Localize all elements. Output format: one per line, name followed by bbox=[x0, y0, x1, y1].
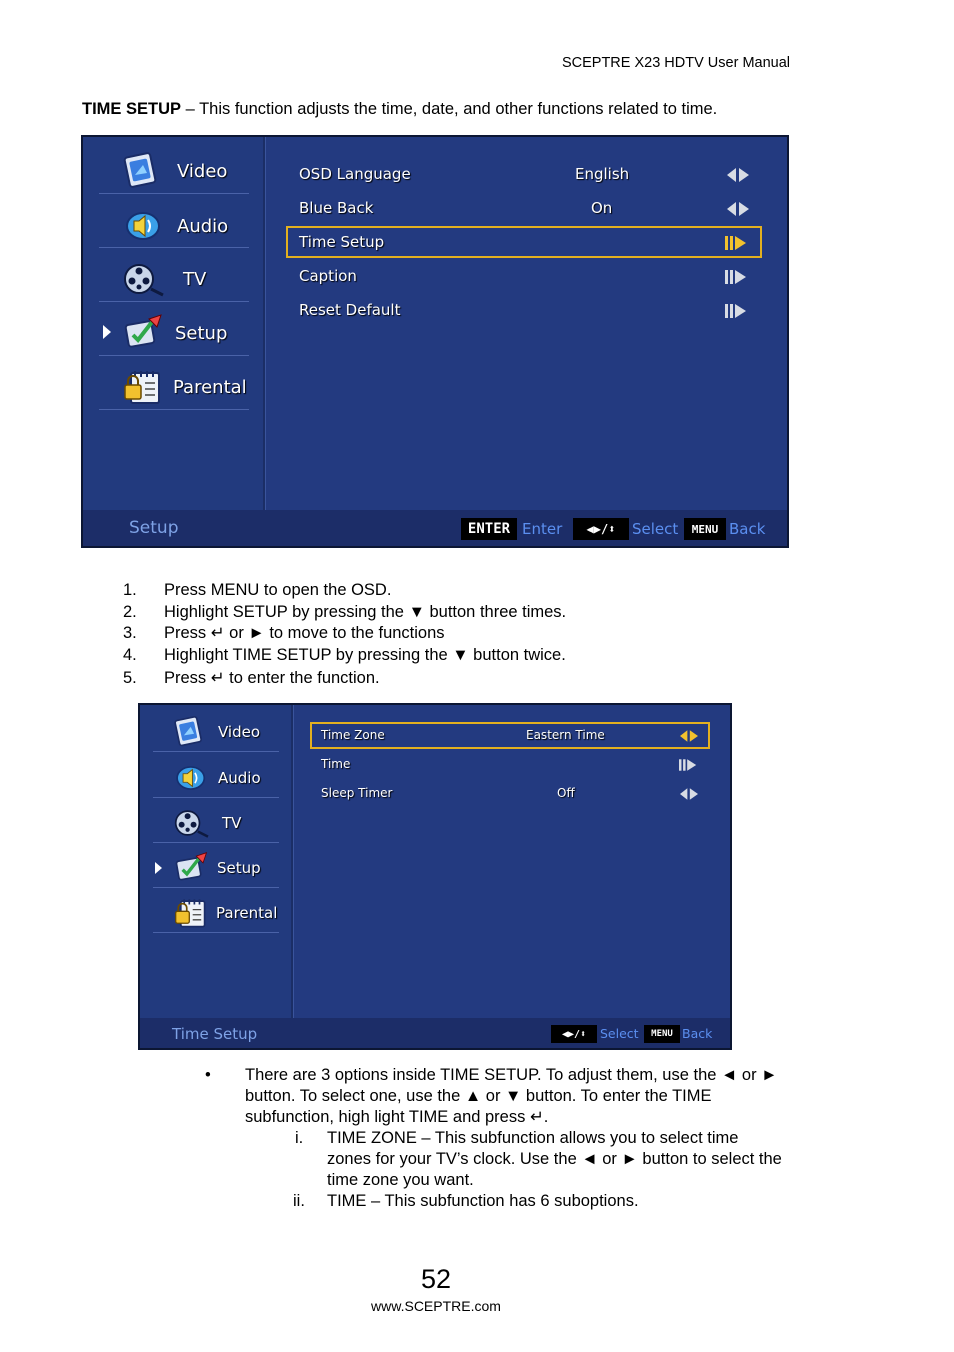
nav-item-label: Setup bbox=[217, 859, 261, 877]
row-value: Eastern Time bbox=[526, 728, 605, 742]
menu-key-label: Back bbox=[729, 520, 766, 538]
list-item: • There are 3 options inside TIME SETUP. To adjust them, use the ◄ or ► button. To select one, use the ▲ or ▼ button. To enter the TIME subfunction, high light TIME and press ↵. bbox=[205, 1066, 778, 1126]
left-right-arrows-icon bbox=[680, 788, 698, 800]
nav-item-label: TV bbox=[222, 814, 242, 832]
selected-arrow-icon bbox=[103, 325, 111, 339]
nav-item-label: Parental bbox=[173, 376, 247, 398]
nav-item-video[interactable] bbox=[121, 149, 227, 193]
nav-item-setup[interactable] bbox=[123, 311, 227, 355]
steps-list bbox=[123, 580, 566, 690]
select-key-label: Select bbox=[600, 1026, 639, 1041]
menu-key: MENU bbox=[684, 518, 726, 540]
sub-list-item: ii. TIME – This subfunction has 6 suboptions. bbox=[293, 1192, 639, 1210]
nav-item-label: Audio bbox=[218, 769, 261, 787]
menu-row-time-zone[interactable] bbox=[321, 728, 701, 744]
manual-title: SCEPTRE X23 HDTV User Manual bbox=[561, 55, 790, 71]
row-label: Sleep Timer bbox=[321, 786, 393, 800]
menu-row-osd-language[interactable] bbox=[299, 165, 759, 185]
menu-row-reset-default[interactable] bbox=[299, 301, 759, 321]
select-key: ◀▶/⬍ bbox=[573, 518, 629, 540]
nav-item-label: Video bbox=[218, 723, 261, 741]
list-item: 2. Highlight SETUP by pressing the ▼ button three times. bbox=[123, 602, 567, 621]
nav-item-parental[interactable] bbox=[174, 894, 277, 932]
list-item: 1. Press MENU to open the OSD. bbox=[123, 581, 392, 599]
footer-title: Time Setup bbox=[172, 1025, 258, 1043]
enter-arrow-icon bbox=[725, 270, 747, 284]
parental-lock-icon bbox=[174, 896, 208, 930]
menu-row-caption[interactable] bbox=[299, 267, 759, 287]
nav-item-audio[interactable] bbox=[172, 759, 261, 797]
row-label: Blue Back bbox=[299, 199, 374, 217]
left-right-arrows-icon bbox=[680, 730, 698, 742]
intro-label: TIME SETUP bbox=[82, 100, 182, 118]
enter-arrow-icon bbox=[679, 759, 697, 771]
video-icon bbox=[172, 715, 206, 749]
row-label: Reset Default bbox=[299, 301, 401, 319]
enter-arrow-icon bbox=[725, 236, 747, 250]
osd-screenshot-time-setup bbox=[138, 703, 732, 1050]
row-value: English bbox=[575, 165, 630, 183]
nav-item-setup[interactable] bbox=[174, 849, 261, 887]
audio-icon bbox=[172, 761, 206, 795]
audio-icon bbox=[121, 206, 161, 246]
left-right-arrows-icon bbox=[727, 168, 749, 182]
setup-icon bbox=[123, 313, 165, 353]
left-right-arrows-icon bbox=[727, 202, 749, 216]
nav-item-label: Audio bbox=[177, 215, 229, 237]
enter-key-label: Enter bbox=[522, 520, 563, 538]
row-value: On bbox=[591, 199, 613, 217]
nav-item-audio[interactable] bbox=[121, 204, 228, 248]
nav-item-label: Parental bbox=[216, 904, 278, 922]
nav-item-label: Setup bbox=[175, 322, 228, 344]
menu-row-blue-back[interactable] bbox=[299, 199, 759, 219]
row-label: Time Zone bbox=[321, 728, 385, 742]
tv-reel-icon bbox=[121, 259, 165, 299]
intro-text: – This function adjusts the time, date, and other functions related to time. bbox=[181, 100, 718, 118]
row-label: Time Setup bbox=[299, 233, 385, 251]
list-item: 4. Highlight TIME SETUP by pressing the ▼ button twice. bbox=[123, 645, 566, 664]
parental-lock-icon bbox=[123, 367, 163, 407]
page-number: 52 bbox=[420, 1264, 452, 1294]
enter-key: ENTER bbox=[461, 518, 517, 540]
row-label: Time bbox=[321, 757, 351, 771]
video-icon bbox=[121, 151, 161, 191]
row-value: Off bbox=[557, 786, 575, 800]
row-label: Caption bbox=[299, 267, 357, 285]
row-label: OSD Language bbox=[299, 165, 411, 183]
menu-row-sleep-timer[interactable] bbox=[321, 786, 701, 802]
nav-item-label: Video bbox=[177, 160, 228, 182]
menu-row-time[interactable] bbox=[321, 757, 701, 773]
nav-item-video[interactable] bbox=[172, 713, 260, 751]
tv-reel-icon bbox=[172, 806, 210, 840]
osd-screenshot-setup bbox=[81, 135, 789, 548]
nav-item-tv[interactable] bbox=[172, 804, 241, 842]
list-item: 3. Press ↵ or ► to move to the functions bbox=[123, 624, 445, 642]
select-key: ◀▶/⬍ bbox=[551, 1025, 597, 1043]
footer-title: Setup bbox=[129, 518, 179, 538]
select-key-label: Select bbox=[632, 520, 679, 538]
website-footer: www.SCEPTRE.com bbox=[371, 1298, 501, 1314]
menu-key: MENU bbox=[644, 1025, 680, 1043]
intro-paragraph bbox=[82, 100, 717, 119]
enter-arrow-icon bbox=[725, 304, 747, 318]
nav-item-parental[interactable] bbox=[123, 365, 247, 409]
selected-arrow-icon bbox=[155, 862, 162, 874]
nav-item-tv[interactable] bbox=[121, 257, 206, 301]
setup-icon bbox=[174, 851, 210, 885]
menu-row-time-setup[interactable] bbox=[299, 233, 759, 253]
sub-list-item: i. TIME ZONE – This subfunction allows you to select time zones for your TV’s clock. Use the ◄ or ► button to select the time zone you want. bbox=[295, 1129, 782, 1189]
nav-item-label: TV bbox=[183, 268, 207, 290]
menu-key-label: Back bbox=[682, 1026, 713, 1041]
options-list bbox=[205, 1065, 805, 1212]
list-item: 5. Press ↵ to enter the function. bbox=[123, 669, 380, 687]
